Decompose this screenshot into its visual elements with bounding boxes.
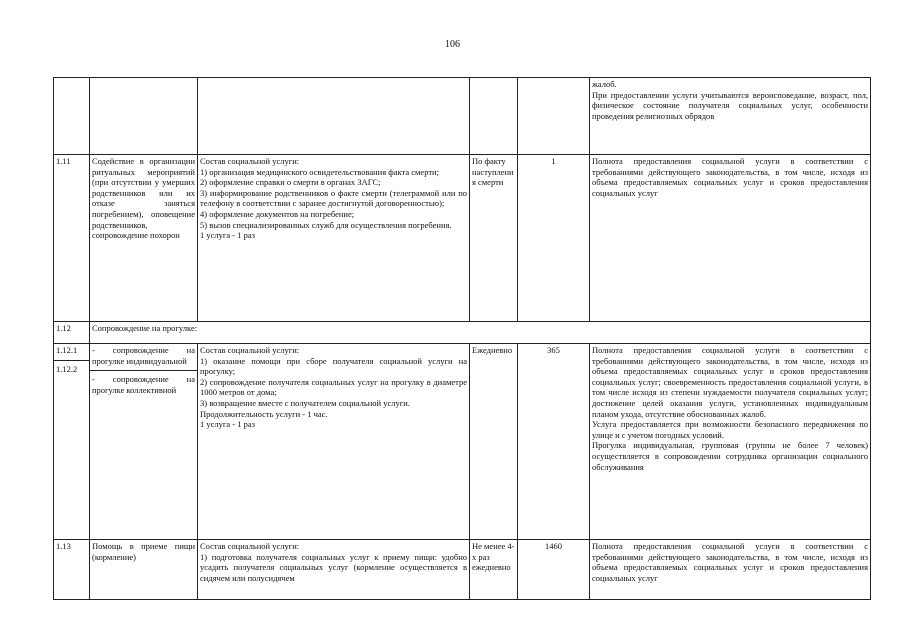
- service-volume: 1460: [518, 540, 590, 600]
- service-name: - сопровождение на прогулке индивидуальной: [92, 345, 195, 366]
- service-content: Состав социальной услуги: 1) организация медицинского освидетельствования факта смерти; 2) оформление справки о смерти в органах ЗАГС; 3) информирование родственников о факте смерти (телеграммой или по телефону в соответствии с заранее достигнутой договоренностью); 4) оформление документов на погребение; 5) вызов специализированных служб для осуществления погребения. 1 услуга - 1 раз: [198, 155, 470, 322]
- services-table: [53, 77, 871, 600]
- service-periodicity: Ежедневно: [470, 344, 518, 540]
- service-name: Помощь в приеме пищи (кормление): [90, 540, 198, 600]
- service-volume: 365: [518, 344, 590, 540]
- service-name: Содействие в организации ритуальных мероприятий (при отсутствии у умерших родственников или их отказе заняться погребением), оповещение родственников, сопровождение похорон: [90, 155, 198, 322]
- service-criteria: Полнота предоставления социальной услуги в соответствии с требованиями действующего законодательства, в том числе, исходя из объема предоставляемых социальных услуг и сроков предоставления социальных услуг; своевременность предоставления социальной услуги, в том числе исходя из степени нуждаемости получателя социальных услуг; достижение целей оказания услуги, установленных индивидуальным планом ухода, отсутствие обоснованных жалоб. Услуга предоставляется при возможности безопасного передвижения по улице и с учетом погодных условий. Прогулка индивидуальная, групповая (группы не более 7 человек) осуществляется в сопровождении сотрудника организации социального обслуживания: [590, 344, 871, 540]
- service-criteria: жалоб. При предоставлении услуги учитываются вероисповедание, возраст, пол, физическое состояние получателя социальных услуг, особенности проведения религиозных обрядов: [590, 78, 871, 155]
- service-content: [198, 78, 470, 155]
- row-number: 1.12: [54, 322, 90, 344]
- row-number: 1.11: [54, 155, 90, 322]
- service-criteria: Полнота предоставления социальной услуги в соответствии с требованиями действующего законодательства, в том числе, исходя из объема предоставляемых социальных услуг и сроков предоставления социальных услуг: [590, 155, 871, 322]
- service-name: [90, 78, 198, 155]
- service-criteria: Полнота предоставления социальной услуги в соответствии с требованиями действующего законодательства, в том числе, исходя из объема предоставляемых социальных услуг и сроков предоставления социальных услуг: [590, 540, 871, 600]
- service-content: Состав социальной услуги: 1) подготовка получателя социальных услуг к приему пищи: удобно усадить получателя социальных услуг (кормление осуществляется в сидячем или полусидячем: [198, 540, 470, 600]
- table-row: [54, 78, 871, 155]
- table-row: [54, 344, 871, 540]
- service-periodicity: [470, 78, 518, 155]
- service-volume: [518, 78, 590, 155]
- service-name: - сопровождение на прогулке коллективной: [90, 370, 197, 395]
- page-number: 106: [445, 39, 460, 50]
- table-row: [54, 540, 871, 600]
- table-row: [54, 155, 871, 322]
- table-row: [54, 322, 871, 344]
- service-periodicity: По факту наступления смерти: [470, 155, 518, 322]
- service-volume: 1: [518, 155, 590, 322]
- row-number: 1.12.2: [54, 360, 89, 375]
- row-number: 1.12.1: [56, 345, 78, 355]
- row-number: 1.13: [54, 540, 90, 600]
- service-periodicity: Не менее 4-х раз ежедневно: [470, 540, 518, 600]
- row-number: [54, 78, 90, 155]
- section-title: Сопровождение на прогулке:: [90, 322, 871, 344]
- service-content: Состав социальной услуги: 1) оказание помощи при сборе получателя социальной услуги на прогулку; 2) сопровождение получателя социальных услуг на прогулку в диаметре 1000 метров от дома; 3) возвращение вместе с получателем социальной услуги. Продолжительность услуги - 1 час. 1 услуга - 1 раз: [198, 344, 470, 540]
